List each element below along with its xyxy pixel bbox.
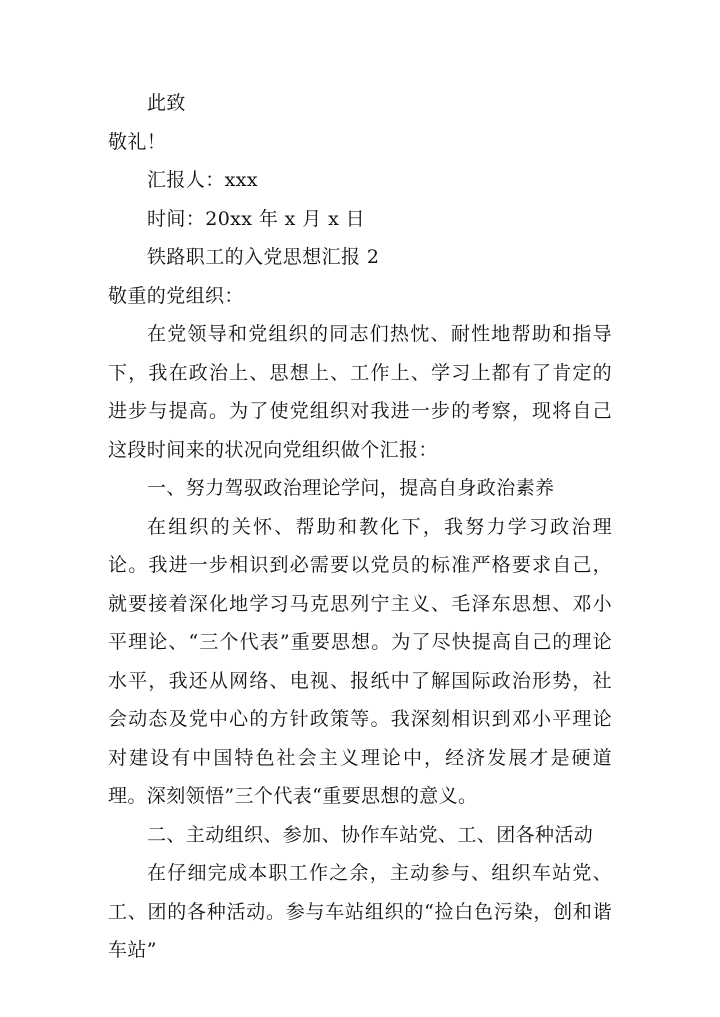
report-greeting: 敬重的党组织： [108, 284, 244, 307]
report-title: 铁路职工的入党思想汇报 2 [147, 246, 380, 268]
date-line: 时间：20xx 年 x 月 x 日 [147, 207, 366, 230]
reporter-line: 汇报人：xxx [147, 169, 258, 191]
intro-paragraph: 在党领导和党组织的同志们热忱、耐性地帮助和指导下，我在政治上、思想上、工作上、学习上都有了肯定的进步与提高。为了使党组织对我进一步的考察，现将自己这段时间来的状况向党组织做个汇报： [108, 323, 612, 461]
section-1-paragraph: 在组织的关怀、帮助和教化下，我努力学习政治理论。我进一步相识到必需要以党员的标准严格要求自己，就要接着深化地学习马克思列宁主义、毛泽东思想、邓小平理论、“三个代表”重要思想。为了尽快提高自己的理论水平，我还从网络、电视、报纸中了解国际政治形势，社会动态及党中心的方针政策等。我深刻相识到邓小平理论对建设有中国特色社会主义理论中，经济发展才是硬道理。深刻领悟”三个代表“重要思想的意义。 [108, 515, 612, 807]
closing-salutation-1: 此致 [147, 92, 186, 114]
section-2-heading: 二、主动组织、参加、协作车站党、工、团各种活动 [147, 823, 594, 846]
document-body [108, 84, 612, 970]
closing-salutation-2: 敬礼！ [108, 130, 167, 153]
section-2-paragraph: 在仔细完成本职工作之余，主动参与、组织车站党、工、团的各种活动。参与车站组织的“捡白色污染，创和谐车站” [108, 862, 612, 961]
section-1-heading: 一、努力驾驭政治理论学问，提高自身政治素养 [147, 477, 555, 499]
